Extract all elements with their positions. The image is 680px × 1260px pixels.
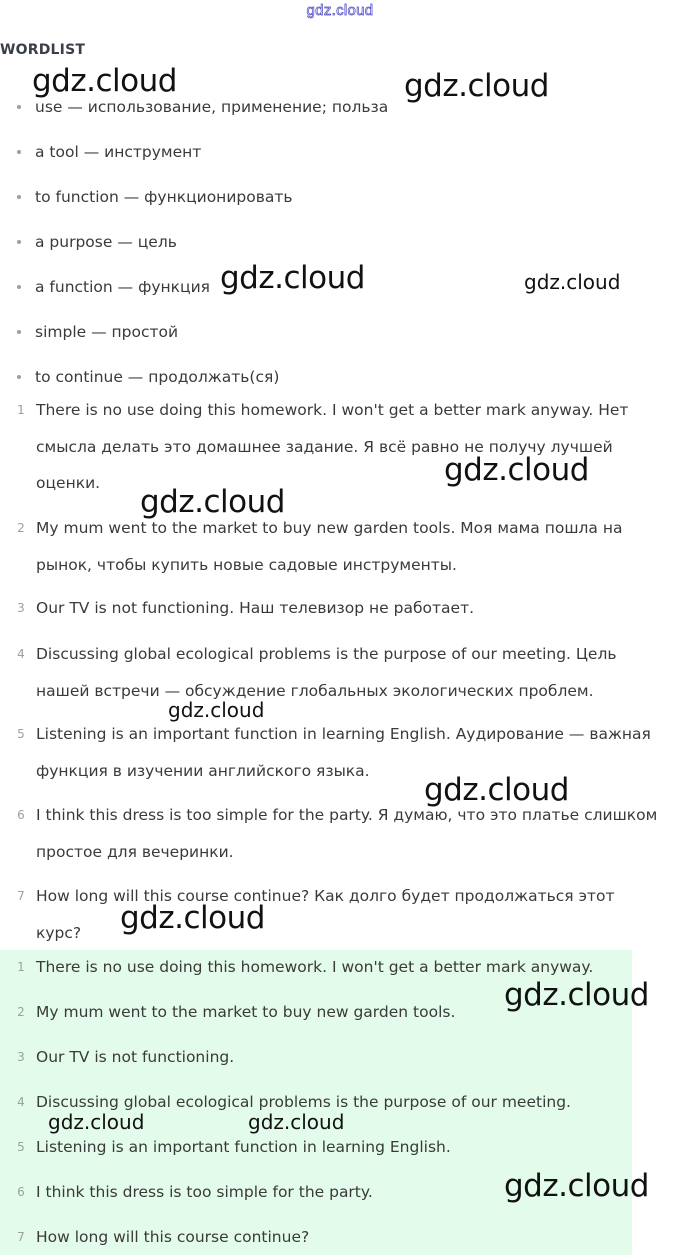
answer-item	[0, 1215, 632, 1260]
bullet-icon	[17, 240, 21, 244]
word-text: a tool — инструмент	[35, 142, 202, 161]
sentence-item	[0, 716, 660, 789]
sentence-number: 1	[17, 403, 25, 417]
answer-text: How long will this course continue?	[36, 1228, 310, 1246]
word-item	[0, 309, 660, 354]
bullet-icon	[17, 285, 21, 289]
watermark: gdz.cloud	[32, 63, 177, 99]
sentence-number: 7	[17, 889, 25, 903]
bullet-icon	[17, 195, 21, 199]
answer-item	[0, 1125, 632, 1170]
bullet-icon	[17, 105, 21, 109]
word-item	[0, 264, 660, 309]
watermark: gdz.cloud	[140, 484, 285, 520]
bullet-icon	[17, 330, 21, 334]
sentence-item	[0, 878, 660, 951]
answer-text: My mum went to the market to buy new garden tools.	[36, 1003, 456, 1021]
answer-number: 2	[17, 1005, 25, 1019]
site-watermark-top: gdz.cloud	[306, 2, 374, 19]
answer-text: There is no use doing this homework. I won't get a better mark anyway.	[36, 958, 594, 976]
word-item	[0, 129, 660, 174]
watermark: gdz.cloud	[120, 900, 265, 936]
sentence-number: 6	[17, 808, 25, 822]
bullet-icon	[17, 375, 21, 379]
answer-number: 3	[17, 1050, 25, 1064]
word-text: use — использование, применение; польза	[35, 97, 389, 116]
answer-box	[0, 950, 632, 1255]
answer-item	[0, 945, 632, 990]
watermark: gdz.cloud	[424, 772, 569, 808]
sentence-number: 5	[17, 727, 25, 741]
watermark: gdz.cloud	[48, 1110, 145, 1134]
sentence-text: There is no use doing this homework. I won't get a better mark anyway. Нет смысла делать это домашнее задание. Я всё равно не получу лучшей оценки.	[36, 401, 629, 492]
watermark: gdz.cloud	[504, 1168, 649, 1204]
sentence-number: 4	[17, 647, 25, 661]
sentence-item	[0, 392, 660, 502]
answer-text: Discussing global ecological problems is the purpose of our meeting.	[36, 1093, 571, 1111]
sentence-item	[0, 797, 660, 870]
sentence-text: Discussing global ecological problems is the purpose of our meeting. Цель нашей встречи — обсуждение глобальных экологических проблем.	[36, 645, 617, 700]
answer-number: 6	[17, 1185, 25, 1199]
watermark: gdz.cloud	[444, 452, 589, 488]
sentence-text: My mum went to the market to buy new garden tools. Моя мама пошла на рынок, чтобы купить новые садовые инструменты.	[36, 519, 623, 574]
answer-number: 1	[17, 960, 25, 974]
sentence-item	[0, 590, 660, 627]
bullet-icon	[17, 150, 21, 154]
word-text: to function — функционировать	[35, 187, 293, 206]
watermark: gdz.cloud	[504, 977, 649, 1013]
word-text: to continue — продолжать(ся)	[35, 367, 280, 386]
watermark: gdz.cloud	[524, 270, 621, 294]
answer-number: 7	[17, 1230, 25, 1244]
watermark: gdz.cloud	[404, 68, 549, 104]
answer-item	[0, 990, 632, 1035]
word-text: a function — функция	[35, 277, 210, 296]
answer-number: 4	[17, 1095, 25, 1109]
watermark: gdz.cloud	[220, 260, 365, 296]
sentence-number: 3	[17, 601, 25, 615]
answer-number: 5	[17, 1140, 25, 1154]
answer-item	[0, 1035, 632, 1080]
word-text: a purpose — цель	[35, 232, 177, 251]
watermark: gdz.cloud	[168, 698, 265, 722]
answer-text: Our TV is not functioning.	[36, 1048, 235, 1066]
watermark: gdz.cloud	[248, 1110, 345, 1134]
word-item	[0, 84, 660, 129]
answer-item	[0, 1170, 632, 1215]
sentence-item	[0, 636, 660, 709]
answer-text: Listening is an important function in learning English.	[36, 1138, 451, 1156]
wordlist-heading: WORDLIST	[0, 42, 86, 58]
word-text: simple — простой	[35, 322, 179, 341]
sentence-text: Our TV is not functioning. Наш телевизор не работает.	[36, 599, 475, 617]
sentence-text: How long will this course continue? Как долго будет продолжаться этот курс?	[36, 887, 615, 942]
word-item	[0, 174, 660, 219]
answer-item	[0, 1080, 632, 1125]
word-item	[0, 219, 660, 264]
sentence-number: 2	[17, 521, 25, 535]
sentence-text: I think this dress is too simple for the party. Я думаю, что это платье слишком простое для вечеринки.	[36, 806, 658, 861]
sentence-item	[0, 510, 660, 583]
answer-text: I think this dress is too simple for the party.	[36, 1183, 373, 1201]
sentence-text: Listening is an important function in learning English. Аудирование — важная функция в изучении английского языка.	[36, 725, 651, 780]
